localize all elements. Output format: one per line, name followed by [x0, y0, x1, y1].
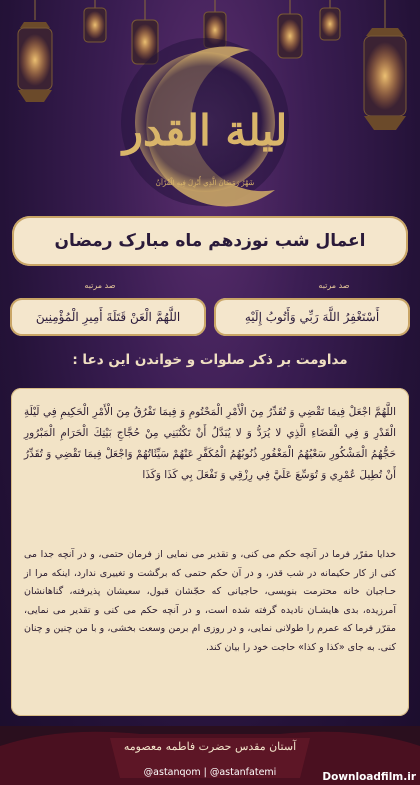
lantern-icon: [320, 0, 340, 40]
footer-social-handles[interactable]: @astanqom | @astanfatemi: [143, 767, 277, 778]
instruction-text: مداومت بر ذکر صلوات و خواندن این دعا :: [72, 352, 348, 368]
zikr-text: أَسْتَغْفِرُ اللَّهَ رَبِّي وَأَتُوبُ إِلَيْهِ: [244, 310, 380, 324]
zikr-text: اللَّهُمَّ الْعَنْ قَتَلَةَ أَمِيرِ الْمُؤْمِنِينَ: [35, 310, 181, 324]
dua-arabic-text: اللَّهُمَّ اجْعَلْ فِيمَا تَقْضِي وَ تُقَدِّرُ مِنَ الْأَمْرِ الْمَحْتُومِ وَ فِيمَا تَفْرُقُ مِنَ الْأَمْرِ الْحَكِيمِ فِي لَيْلَةِ الْقَدْرِ وَ فِي الْقَضَاءِ الَّذِي لا يُرَدُّ وَ لا يُبَدَّلُ أَنْ تَكْتُبَنِي مِنْ حُجَّاجِ بَيْتِكَ الْحَرَامِ الْمَبْرُورِ حَجُّهُمُ الْمَشْكُورِ سَعْيُهُمُ الْمَغْفُورِ ذُنُوبُهُمُ الْمُكَفَّرِ عَنْهُمْ سَيِّئَاتُهُمْ وَاجْعَلْ فِيمَا تَقْضِي وَ تُقَدِّرُ أَنْ تُطِيلَ عُمْرِي وَ تُوَسِّعَ عَلَيَّ فِي رِزْقِي وَ تَفْعَلَ بِي كَذَا وَكَذَا: [24, 406, 396, 481]
dua-translation-text: خدایا مقرّر فرما در آنچه حکم می کنی، و تقدیر می نمایی از فرمان حتمی، و در آنچه جدا می کنی از کار حکیمانه در شب قدر، و در آن حکم حتمی که برگشت و تغییری ندارد، اینکه مرا از حـاجیان خانه محترمت بنویسی، حاجیانی که حجّشان قبول، سعیشان پذیرفته، گناهانشان آمرزیده، بدی هایشـان نادیده گرفته شده است، و در آنچه حکم می کنی و تقدیر می نمایی، مقرّر فرما که عمرم را طولانی نمایی، و در روزی ام برمن وسعت بخشی، و با من چنین و چنان کنی. به جای «کذا و کذا» حاجت خود را بیان کند.: [24, 549, 396, 653]
calligraphy-title: لیلة القدر: [122, 106, 288, 155]
page-title-banner: [12, 216, 408, 266]
zikr-count-label: صد مرتبه: [318, 281, 350, 290]
header-hero-illustration: [0, 0, 420, 215]
lantern-icon: [84, 0, 106, 42]
calligraphy-subtitle: شَهْرُ رَمَضَانَ الَّذِي أُنْزِلَ فِيهِ الْقُرْآنُ: [155, 179, 255, 187]
footer-brand: آستان مقدس حضرت فاطمه معصومه: [123, 740, 297, 753]
zikr-pill-istighfar: [214, 298, 410, 336]
lantern-icon: [18, 0, 52, 102]
watermark: Downloadfilm.ir: [322, 771, 416, 783]
zikr-pill-curse: [10, 298, 206, 336]
lantern-icon: [132, 0, 158, 64]
lantern-icon: [364, 0, 406, 130]
page-title: اعمال شب نوزدهم ماه مبارک رمضان: [54, 231, 366, 251]
zikr-count-label: صد مرتبه: [84, 281, 116, 290]
lantern-icon: [278, 0, 302, 58]
